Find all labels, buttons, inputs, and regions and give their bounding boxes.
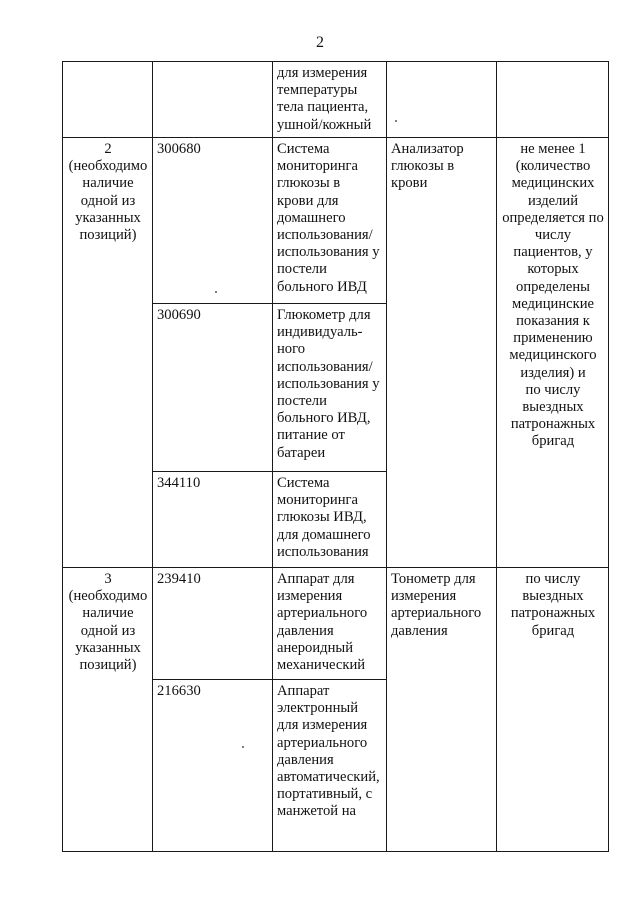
cell-text-line: ного [277, 341, 306, 358]
row-number-cell [63, 138, 153, 568]
device-name-cell [273, 304, 387, 472]
cell-text-line: применению [513, 330, 593, 347]
cell-text-line: пациентов, у [513, 244, 593, 261]
cell-text-line: использования/ [277, 227, 373, 244]
cell-text-line: патронажных [510, 605, 596, 622]
scan-speck [215, 291, 217, 293]
cell-text-line: артериального [391, 605, 482, 622]
cell-text-line: выездных [522, 399, 584, 416]
cell-text-line: медицинского [509, 347, 597, 364]
cell-text-line: одной из [80, 192, 136, 209]
cell-text-line: Анализатор [391, 141, 464, 157]
cell-text-line: давления [277, 622, 334, 639]
cell-text-line: мониторинга [277, 492, 359, 509]
device-group-cell [387, 62, 497, 138]
cell-text-line: выездных [522, 588, 584, 605]
device-name-cell [273, 680, 387, 852]
cell-text-line: числу [534, 227, 572, 244]
cell-text-line: патронажных [510, 416, 596, 433]
cell-text-line: домашнего [277, 209, 346, 226]
table-row [63, 568, 609, 680]
cell-text-line: изделий [527, 192, 579, 209]
cell-text-line: глюкозы в [277, 175, 341, 192]
cell-text-line: батареи [277, 444, 326, 461]
equipment-table [62, 61, 609, 852]
cell-text-line: одной из [80, 622, 136, 639]
cell-text-line: крови для [277, 192, 339, 209]
cell-text-line: указанных [75, 639, 141, 656]
cell-text-line: анероидный [277, 639, 354, 656]
cell-text-line: портативный, с [277, 786, 373, 803]
cell-text-line: показания к [516, 313, 590, 330]
cell-text-line: (необходимо [68, 158, 148, 175]
cell-text-line: больного ИВД [277, 278, 367, 295]
cell-text-line: использования у [277, 375, 380, 392]
device-code-cell: 300680 [153, 138, 273, 304]
cell-text-line: питание от [277, 427, 345, 444]
cell-text-line: глюкозы ИВД, [277, 509, 367, 526]
cell-text-line: определяется по [502, 209, 604, 226]
cell-text-line: использования у [277, 244, 380, 261]
cell-text-line: артериального [277, 605, 368, 622]
cell-text-line: индивидуаль- [277, 324, 363, 341]
cell-text-line: постели [277, 393, 327, 410]
cell-text-line: определены [516, 278, 590, 295]
cell-text-line: медицинских [511, 175, 595, 192]
cell-text-line: медицинские [511, 295, 595, 312]
cell-text-line: измерения [391, 588, 457, 605]
cell-text-line: крови [391, 175, 428, 192]
device-code-cell: 300690 [153, 304, 273, 472]
cell-text-line: давления [277, 751, 334, 768]
cell-text-line: не менее 1 [520, 141, 586, 157]
cell-text-line: 2 [104, 141, 112, 157]
cell-text-line: глюкозы в [391, 158, 455, 175]
cell-text-line: наличие [82, 605, 134, 622]
cell-text-line: наличие [82, 175, 134, 192]
cell-text-line: Система [277, 475, 330, 491]
cell-text-line: которых [527, 261, 579, 278]
device-name-cell [273, 568, 387, 680]
device-code-cell: 344110 [153, 472, 273, 568]
cell-text-line: электронный [277, 700, 359, 717]
cell-text-line: манжетой на [277, 803, 357, 820]
device-group-cell [387, 138, 497, 568]
cell-text-line: (необходимо [68, 588, 148, 605]
cell-text-line: использования/ [277, 358, 373, 375]
device-group-cell [387, 568, 497, 852]
cell-text-line: Аппарат для [277, 571, 355, 587]
cell-text-line: бригад [531, 622, 575, 639]
cell-text-line: давления [391, 622, 448, 639]
cell-text-line: для измерения [277, 65, 368, 81]
cell-text-line: бригад [531, 433, 575, 450]
cell-text-line: позиций) [79, 227, 137, 244]
cell-text-line: мониторинга [277, 158, 359, 175]
cell-text-line: для домашнего [277, 526, 371, 543]
cell-text-line: тела пациента, [277, 99, 369, 116]
cell-text-line: механический [277, 657, 366, 674]
scan-speck [395, 120, 397, 122]
quantity-cell [497, 62, 609, 138]
cell-text-line: указанных [75, 209, 141, 226]
device-code-cell: 239410 [153, 568, 273, 680]
cell-text-line: для измерения [277, 717, 368, 734]
cell-text-line: Система [277, 141, 330, 157]
cell-text-line: 3 [104, 571, 112, 587]
cell-text-line: ушной/кожный [277, 116, 372, 133]
cell-text-line: больного ИВД, [277, 410, 371, 427]
cell-text-line: Аппарат [277, 683, 330, 699]
cell-text-line: температуры [277, 82, 358, 99]
device-name-cell [273, 62, 387, 138]
cell-text-line: измерения [277, 588, 343, 605]
scan-speck [242, 746, 244, 748]
device-code-cell: 216630 [153, 680, 273, 852]
cell-text-line: позиций) [79, 657, 137, 674]
device-code-cell [153, 62, 273, 138]
cell-text-line: (количество [515, 158, 591, 175]
cell-text-line: автоматический, [277, 769, 380, 786]
cell-text-line: постели [277, 261, 327, 278]
cell-text-line: Тонометр для [391, 571, 476, 587]
cell-text-line: изделия) и [520, 364, 586, 381]
page-number: 2 [316, 34, 324, 51]
table-row [63, 138, 609, 304]
device-name-cell [273, 472, 387, 568]
row-number-cell [63, 62, 153, 138]
row-number-cell [63, 568, 153, 852]
cell-text-line: использования [277, 543, 369, 560]
table-row [63, 62, 609, 138]
device-name-cell [273, 138, 387, 304]
quantity-cell [497, 568, 609, 852]
quantity-cell [497, 138, 609, 568]
cell-text-line: артериального [277, 734, 368, 751]
cell-text-line: по числу [525, 381, 581, 398]
cell-text-line: по числу [525, 571, 581, 587]
cell-text-line: Глюкометр для [277, 307, 371, 323]
